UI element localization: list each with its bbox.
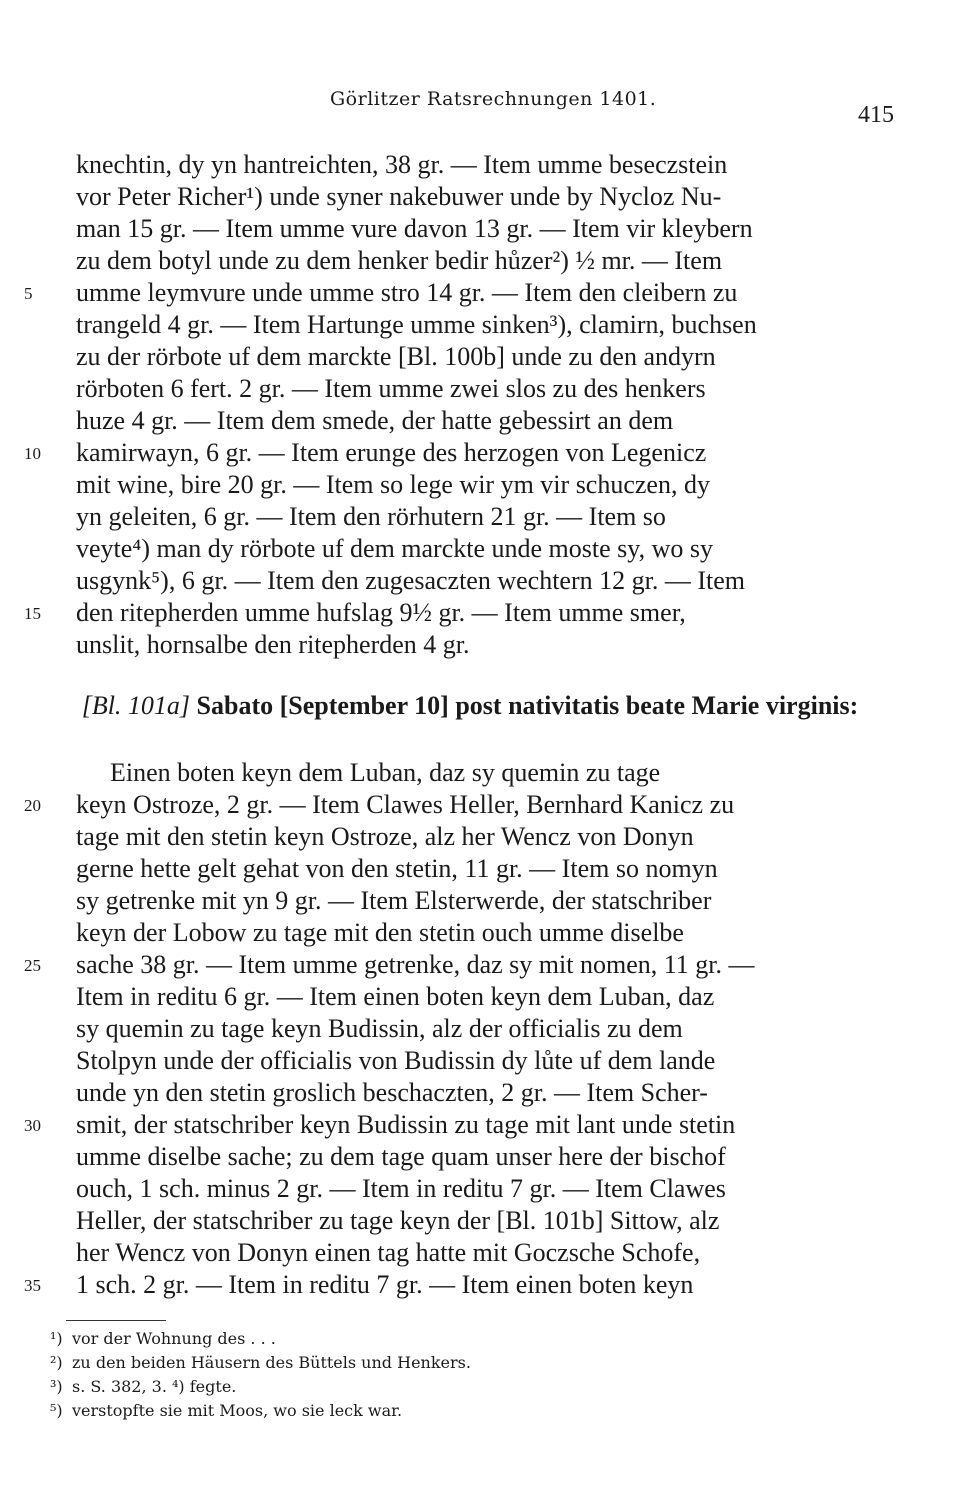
- text-line: huze 4 gr. — Item dem smede, der hatte gebessirt an dem: [76, 406, 674, 435]
- line-number: 20: [24, 796, 41, 815]
- text-line: gerne hette gelt gehat von den stetin, 11 gr. — Item so nomyn: [76, 854, 718, 883]
- line-number: 25: [24, 956, 41, 975]
- text-line: den ritepherden umme hufslag 9½ gr. — Item umme smer,: [76, 598, 686, 627]
- text-line: trangeld 4 gr. — Item Hartunge umme sinken³), clamirn, buchsen: [76, 310, 757, 339]
- text-line: zu dem botyl unde zu dem henker bedir hůzer²) ½ mr. — Item: [76, 246, 723, 275]
- text-line: man 15 gr. — Item umme vure davon 13 gr. — Item vir kleybern: [76, 214, 753, 243]
- text-line: Heller, der statschriber zu tage keyn der [Bl. 101b] Sittow, alz: [76, 1206, 720, 1235]
- footnote-text: verstopfte sie mit Moos, wo sie leck war.: [72, 1401, 403, 1420]
- text-line: mit wine, bire 20 gr. — Item so lege wir ym vir schuczen, dy: [76, 470, 710, 499]
- footnote: [50, 1352, 750, 1374]
- text-line: usgynk⁵), 6 gr. — Item den zugesaczten wechtern 12 gr. — Item: [76, 566, 745, 595]
- text-line: her Wencz von Donyn einen tag hatte mit Goczsche Schofe,: [76, 1238, 701, 1267]
- footnote: [50, 1376, 750, 1398]
- text-line: vor Peter Richer¹) unde syner nakebuwer unde by Nycloz Nu-: [76, 182, 722, 211]
- text-line: Item in reditu 6 gr. — Item einen boten keyn dem Luban, daz: [76, 982, 715, 1011]
- text-line: sy quemin zu tage keyn Budissin, alz der officialis zu dem: [76, 1014, 683, 1043]
- text-line: veyte⁴) man dy rörbote uf dem marckte unde moste sy, wo sy: [76, 534, 713, 563]
- footnote-text: s. S. 382, 3. ⁴) fegte.: [72, 1377, 237, 1396]
- folio-reference: [Bl. 101a]: [81, 691, 191, 720]
- text-line: kamirwayn, 6 gr. — Item erunge des herzogen von Legenicz: [76, 438, 707, 467]
- text-line: umme leymvure unde umme stro 14 gr. — Item den cleibern zu: [76, 278, 738, 307]
- running-title: Görlitzer Ratsrechnungen 1401.: [330, 88, 657, 110]
- text-line: rörboten 6 fert. 2 gr. — Item umme zwei slos zu des henkers: [76, 374, 706, 403]
- footnote: [50, 1328, 750, 1350]
- text-line: sy getrenke mit yn 9 gr. — Item Elsterwerde, der statschriber: [76, 886, 712, 915]
- page-header: [0, 82, 960, 128]
- text-line: tage mit den stetin keyn Ostroze, alz her Wencz von Donyn: [76, 822, 694, 851]
- text-line: keyn Ostroze, 2 gr. — Item Clawes Heller, Bernhard Kanicz zu: [76, 790, 735, 819]
- text-line: umme diselbe sache; zu dem tage quam unser here der bischof: [76, 1142, 726, 1171]
- footnote: [50, 1400, 750, 1422]
- line-number: 35: [24, 1276, 41, 1295]
- footnote-number: ⁵): [50, 1401, 63, 1420]
- footnote-text: zu den beiden Häusern des Büttels und Henkers.: [72, 1353, 471, 1372]
- section-heading: [60, 690, 880, 722]
- text-line: ouch, 1 sch. minus 2 gr. — Item in reditu 7 gr. — Item Clawes: [76, 1174, 726, 1203]
- text-line: unde yn den stetin groslich beschaczten, 2 gr. — Item Scher-: [76, 1078, 708, 1107]
- text-line: smit, der statschriber keyn Budissin zu tage mit lant unde stetin: [76, 1110, 736, 1139]
- line-number: 15: [24, 604, 41, 623]
- footnote-number: ²): [50, 1353, 63, 1372]
- text-line: unslit, hornsalbe den ritepherden 4 gr.: [76, 630, 470, 659]
- text-line: Stolpyn unde der officialis von Budissin dy lůte uf dem lande: [76, 1046, 716, 1075]
- footnote-text: vor der Wohnung des . . .: [72, 1329, 276, 1348]
- text-line: sache 38 gr. — Item umme getrenke, daz sy mit nomen, 11 gr. —: [76, 950, 755, 979]
- text-line: zu der rörbote uf dem marckte [Bl. 100b] unde zu den andyrn: [76, 342, 716, 371]
- footnote-divider: [66, 1320, 166, 1321]
- text-line: knechtin, dy yn hantreichten, 38 gr. — Item umme beseczstein: [76, 150, 728, 179]
- line-number: 10: [24, 444, 41, 463]
- footnote-number: ³): [50, 1377, 63, 1396]
- text-line: 1 sch. 2 gr. — Item in reditu 7 gr. — Item einen boten keyn: [76, 1270, 694, 1299]
- page-number: 415: [858, 102, 894, 128]
- text-line: keyn der Lobow zu tage mit den stetin ouch umme diselbe: [76, 918, 684, 947]
- footnote-number: ¹): [50, 1329, 63, 1348]
- text-line: Einen boten keyn dem Luban, daz sy quemin zu tage: [110, 758, 661, 787]
- line-number: 30: [24, 1116, 41, 1135]
- text-line: yn geleiten, 6 gr. — Item den rörhutern 21 gr. — Item so: [76, 502, 666, 531]
- section-heading-text: Sabato [September 10] post nativitatis beate Marie virginis:: [196, 691, 859, 720]
- line-number: 5: [24, 284, 33, 303]
